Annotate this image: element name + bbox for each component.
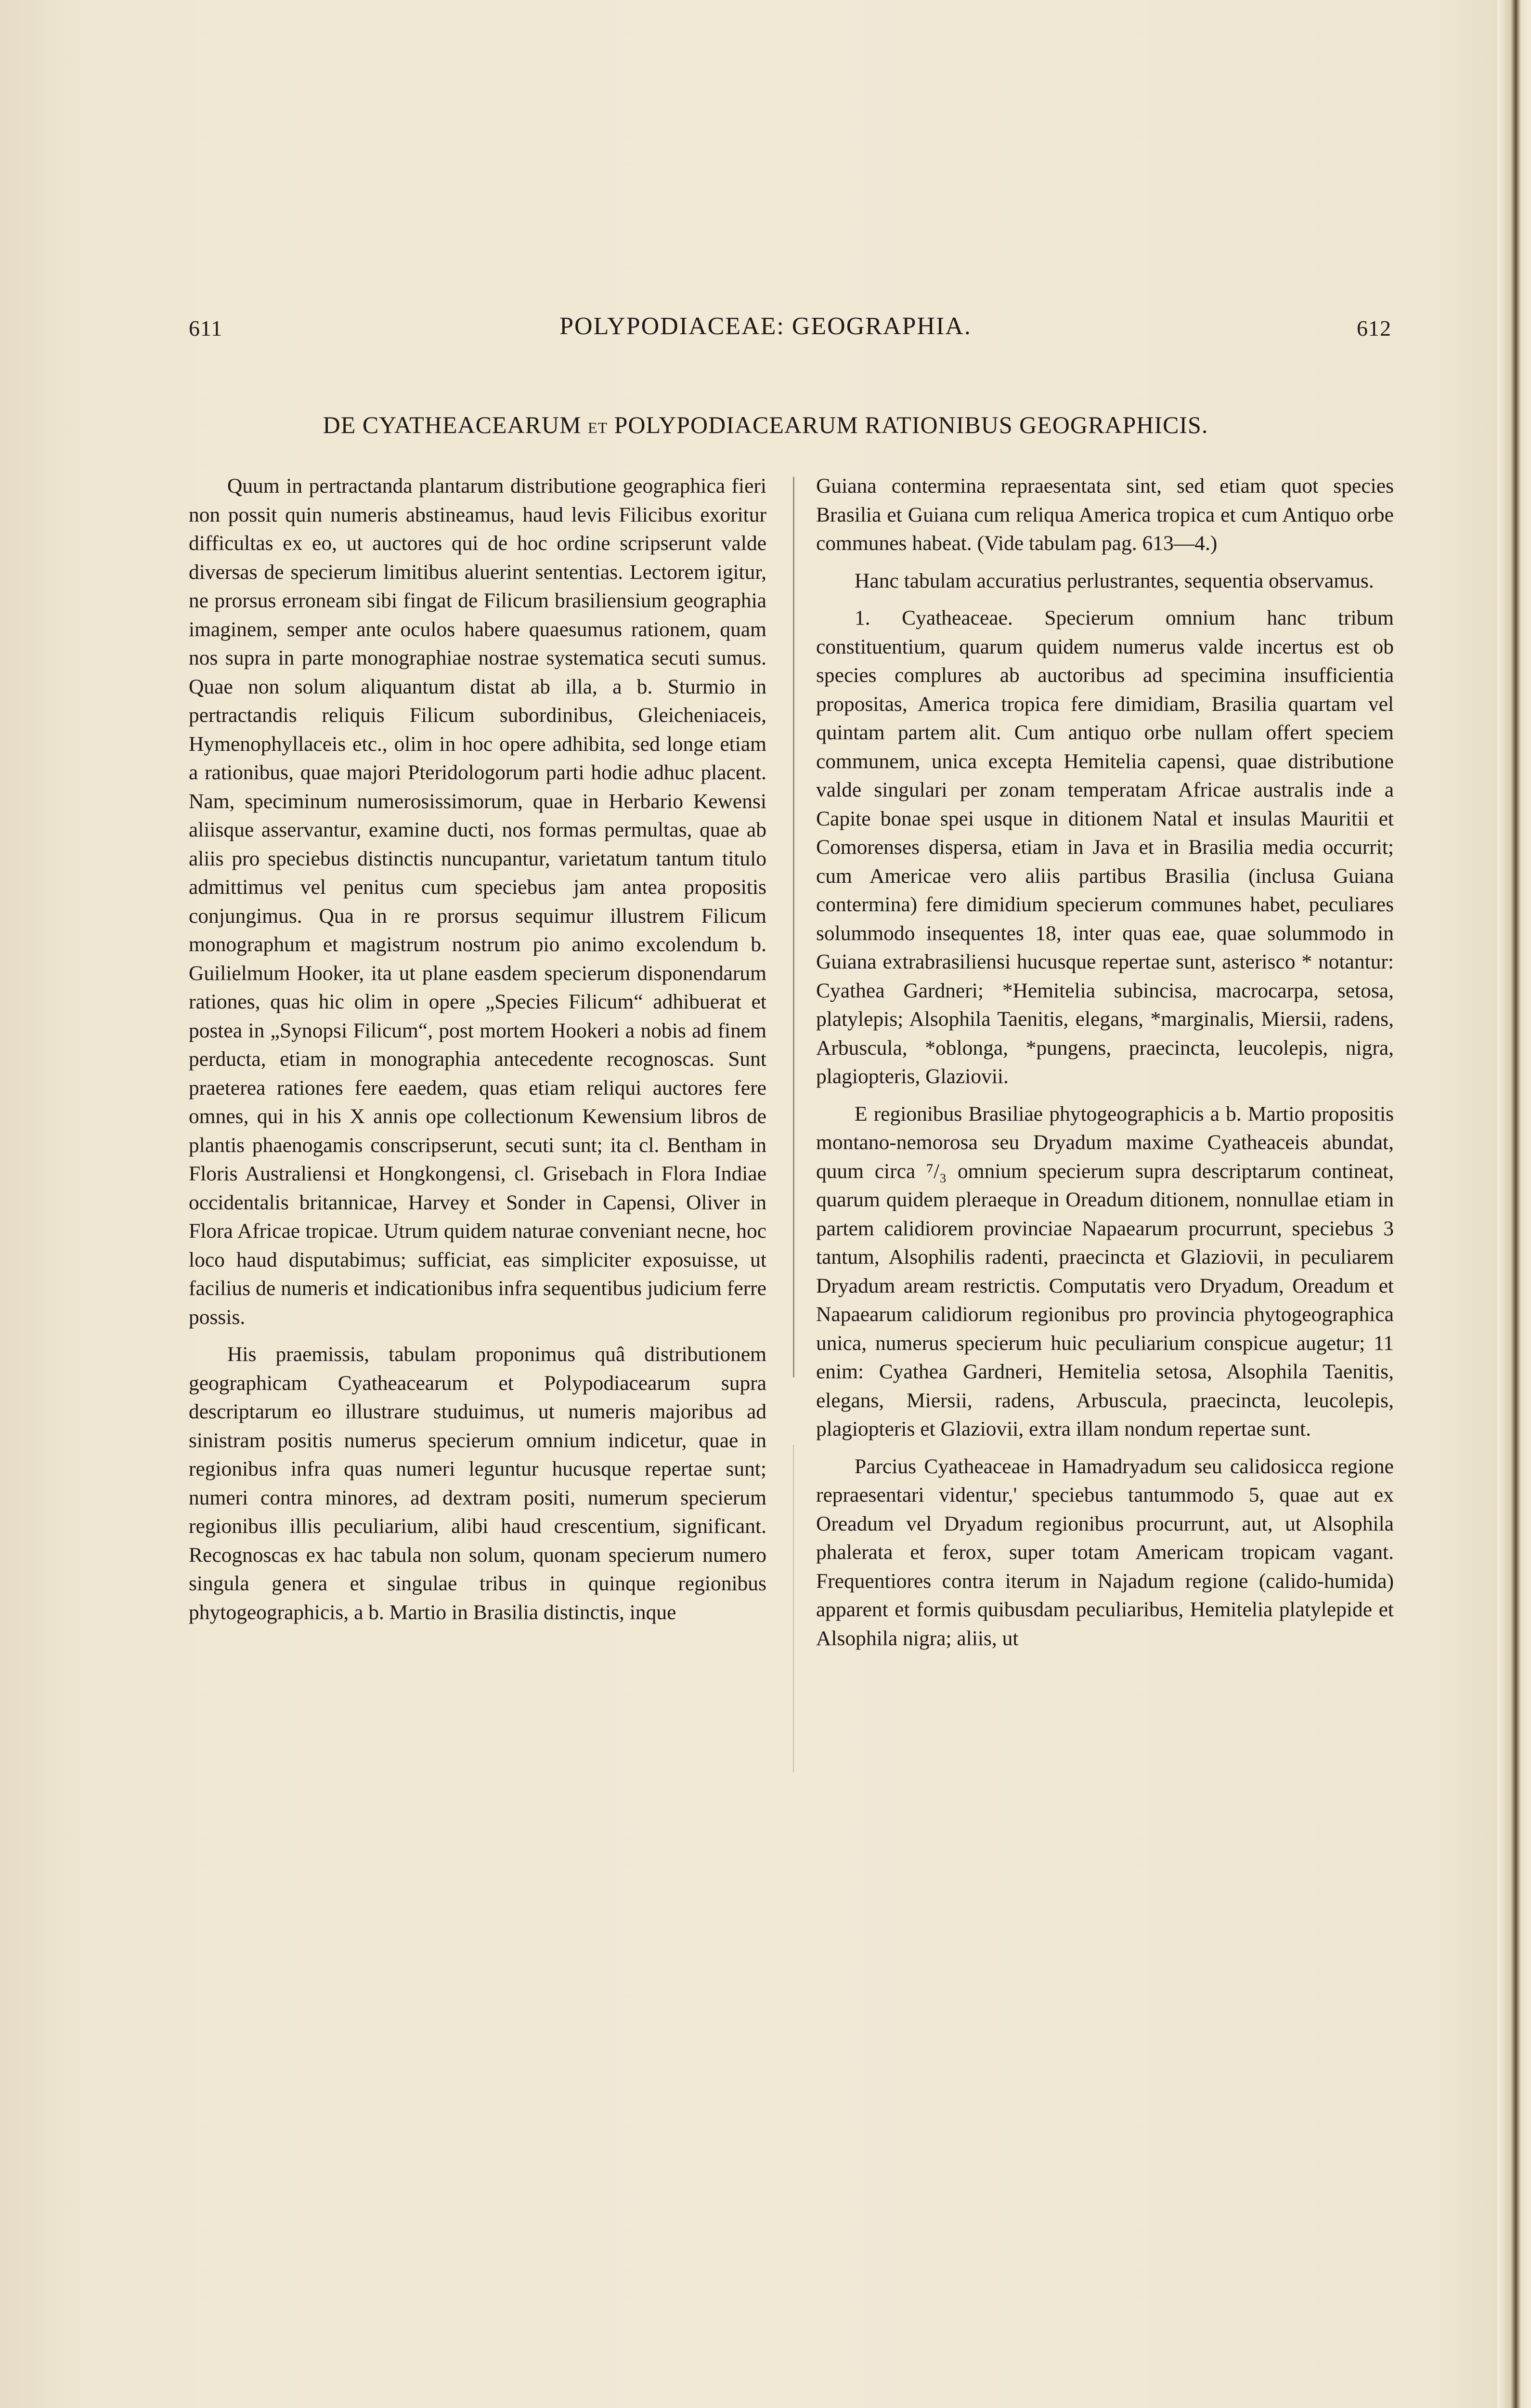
right-paragraph-4: E regionibus Brasiliae phytogeographicis a b. Martio propositis montano-nemorosa seu Dryadum maxime Cyatheaceis abundat, quum circa ⁷/₃ omnium specierum supra descriptarum contineat, quarum quidem pleraeque in Oreadum ditionem, nonnullae etiam in partem calidiorem provinciae Napaearum procurrunt, speciebus 3 tantum, Alsophilis radenti, praecincta et Glaziovii, in peculiarem Dryadum aream restrictis. Computatis vero Dryadum, Oreadum et Napaearum calidiorum regionibus pro provincia phytogeographica unica, numerus specierum huic peculiarium conspicue augetur; 11 enim: Cyathea Gardneri, Hemitelia setosa, Alsophila Taenitis, elegans, Miersii, radens, Arbuscula, praecincta, leucolepis, plagiopteris et Glaziovii, extra illam nondum repertae sunt. — [816, 1102, 1394, 1440]
title-part-1: DE CYATHEACEARUM — [323, 411, 582, 438]
left-column — [189, 472, 766, 1627]
right-column — [816, 472, 1394, 1653]
right-paragraph-1: Guiana contermina repraesentata sint, sed etiam quot species Brasilia et Guiana cum reliqua America tropica et cum Antiquo orbe communes habeat. (Vide tabulam pag. 613—4.) — [816, 474, 1394, 555]
column-rule-faint — [793, 1445, 794, 1772]
page-edge — [1497, 0, 1531, 2408]
title-et: ET — [588, 419, 608, 436]
page-number-left: 611 — [189, 316, 223, 340]
page-number-right: 612 — [1357, 316, 1391, 340]
right-paragraph-2: Hanc tabulam accuratius perlustrantes, sequentia observamus. — [855, 569, 1374, 592]
right-paragraph-3: 1. Cyatheaceae. Specierum omnium hanc tribum constituentium, quarum quidem numerus valde incertus est ob species complures ab auctoribus ad specimina insufficientia propositas, America tropica fere dimidiam, Brasilia quartam vel quintam partem alit. Cum antiquo orbe nullam offert speciem communem, unica excepta Hemitelia capensi, quae distributione valde singulari per zonam temperatam Africae australis inde a Capite bonae spei usque in ditionem Natal et insulas Mauritii et Comorenses dispersa, etiam in Java et in Brasilia media occurrit; cum Americae vero aliis partibus Brasilia (inclusa Guiana contermina) fere dimidium specierum communes habet, peculiares solummodo insequentes 18, inter quas eae, quae solummodo in Guiana extrabrasiliensi hucusque repertae sunt, asterisco * notantur: Cyathea Gardneri; *Hemitelia subincisa, macrocarpa, setosa, platylepis; Alsophila Taenitis, elegans, *marginalis, Miersii, radens, Arbuscula, *oblonga, *pungens, praecincta, leucolepis, nigra, plagiopteris, Glaziovii. — [816, 606, 1394, 1088]
running-title: POLYPODIACEAE: GEOGRAPHIA. — [559, 313, 972, 340]
column-rule — [793, 477, 794, 1377]
left-paragraph-2: His praemissis, tabulam proponimus quâ distributionem geographicam Cyatheacearum et Polypodiacearum supra descriptarum eo illustrare studuimus, ut numeris majoribus ad sinistram positis numerus specierum omnium indicetur, quae in regionibus infra quas numeri leguntur hucusque repertae sunt; numeri contra minores, ad dextram positi, numerum specierum regionibus illis peculiarium, alibi haud crescentium, significant. Recognoscas ex hac tabula non solum, quonam specierum numero singula genera et singulae tribus in quinque regionibus phytogeographicis, a b. Martio in Brasilia distinctis, inque — [189, 1343, 766, 1624]
section-title — [0, 411, 1531, 439]
left-paragraph-1: Quum in pertractanda plantarum distributione geographica fieri non possit quin numeris abstineamus, haud levis Filicibus exoritur difficultas ex eo, ut auctores qui de hoc ordine scripserunt valde diversas de specierum limitibus aluerint sententias. Lectorem igitur, ne prorsus erroneam sibi fingat de Filicum brasiliensium geographia imaginem, semper ante oculos habere quaesumus rationem, quam nos supra in parte monographiae nostrae systematica secuti sumus. Quae non solum aliquantum distat ab illa, a b. Sturmio in pertractandis reliquis Filicum subordinibus, Gleicheniaceis, Hymenophyllaceis etc., olim in hoc opere adhibita, sed longe etiam a rationibus, quae majori Pteridologorum parti hodie adhuc placent. Nam, speciminum numerosissimorum, quae in Herbario Kewensi aliisque asservantur, examine ducti, nos formas permultas, quae ab aliis pro speciebus distinctis nuncupantur, varietatum tantum titulo admittimus vel penitus cum speciebus jam antea propositis conjungimus. Qua in re prorsus sequimur illustrem Filicum monographum et magistrum nostrum pio animo excolendum b. Guilielmum Hooker, ita ut plane easdem specierum disponendarum rationes, quas hic olim in opere „Species Filicum“ adhibuerat et postea in „Synopsi Filicum“, post mortem Hookeri a nobis ad finem perducta, etiam in monographia antecedente recognoscas. Sunt praeterea rationes fere eaedem, quas etiam reliqui auctores fere omnes, qui in his X annis ope collectionum Kewensium libros de plantis phaenogamis conscripserunt, secuti sunt; ita cl. Bentham in Floris Australiensi et Hongkongensi, cl. Grisebach in Flora Indiae occidentalis britannicae, Harvey et Sonder in Capensi, Oliver in Flora Africae tropicae. Utrum quidem naturae conveniant necne, hoc loco haud disputabimus; sufficiat, eas simpliciter exposuisse, ut facilius de numeris et indicationibus infra sequentibus judicium ferre possis. — [189, 474, 766, 1329]
right-paragraph-5: Parcius Cyatheaceae in Hamadryadum seu calidosicca regione repraesentari videntur,' speciebus tantummodo 5, quae aut ex Oreadum vel Dryadum regionibus procurrunt, aut, ut Alsophila phalerata et ferox, super totam Americam tropicam vagant. Frequentiores contra iterum in Najadum regione (calido-humida) apparent et formis quibusdam peculiaribus, Hemitelia platylepide et Alsophila nigra; aliis, ut — [816, 1454, 1394, 1650]
title-part-2: POLYPODIACEARUM RATIONIBUS GEOGRAPHICIS. — [614, 411, 1208, 438]
